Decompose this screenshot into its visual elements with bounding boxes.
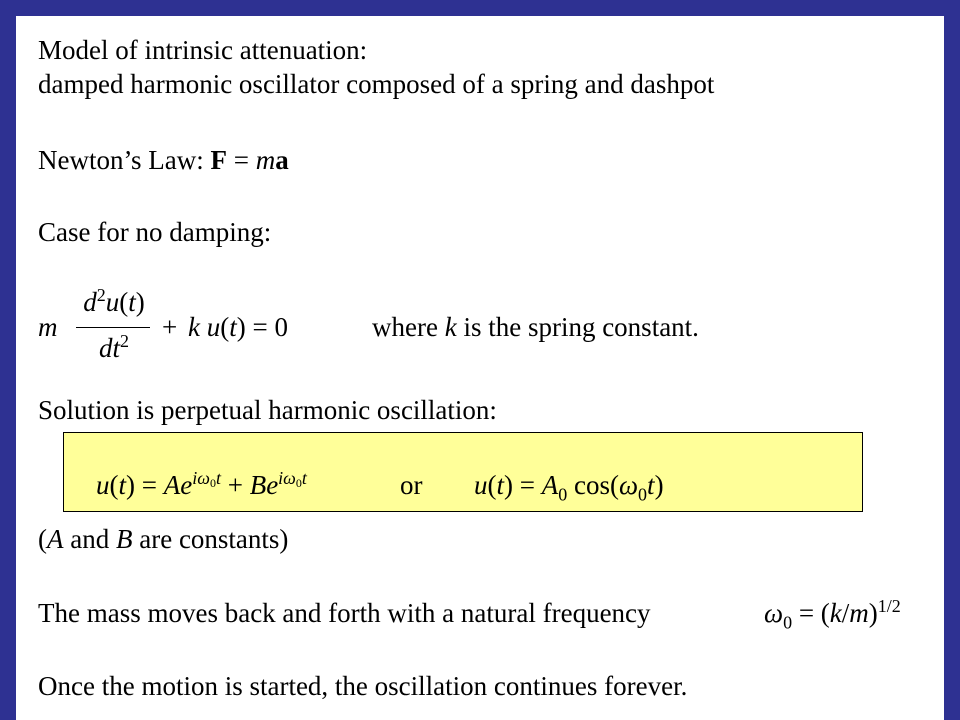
eq1-where-note: where k is the spring constant. (372, 312, 699, 342)
eq1-fraction-bar (76, 327, 150, 328)
eq2-solution-exponential: $u(t) = Ae^{i\omega 0t} + Be^{i\omega 0t}$ (96, 468, 307, 500)
eq2-or: or (400, 470, 423, 500)
eq1-mass: m (38, 312, 58, 342)
natural-frequency-line: The mass moves back and forth with a natural frequency (38, 598, 651, 628)
newton-law: Newton’s Law: F = ma (38, 145, 289, 175)
eq1-rhs: k u(t) = 0 (188, 312, 288, 342)
eq1-plus: + (162, 312, 178, 342)
eq1-denominator: $dt^2$ (98, 331, 129, 363)
case-no-damping: Case for no damping: (38, 217, 272, 247)
slide (16, 16, 944, 720)
heading-line-1: Model of intrinsic attenuation: (38, 35, 368, 65)
eq2-solution-cosine: $u(t) = A_0$ $\cos(\omega_0t)$ (474, 470, 664, 505)
constants-note: (A and B are constants) (38, 524, 289, 554)
eq1-numerator: $d^2u(t)$ (83, 285, 145, 317)
eq3-natural-frequency: $\omega_0 = (k/m)^{1/2}$ (764, 596, 901, 633)
heading-line-2: damped harmonic oscillator composed of a spring and dashpot (38, 69, 715, 99)
solution-line: Solution is perpetual harmonic oscillation: (38, 395, 497, 425)
forever-line: Once the motion is started, the oscillation continues forever. (38, 671, 688, 701)
